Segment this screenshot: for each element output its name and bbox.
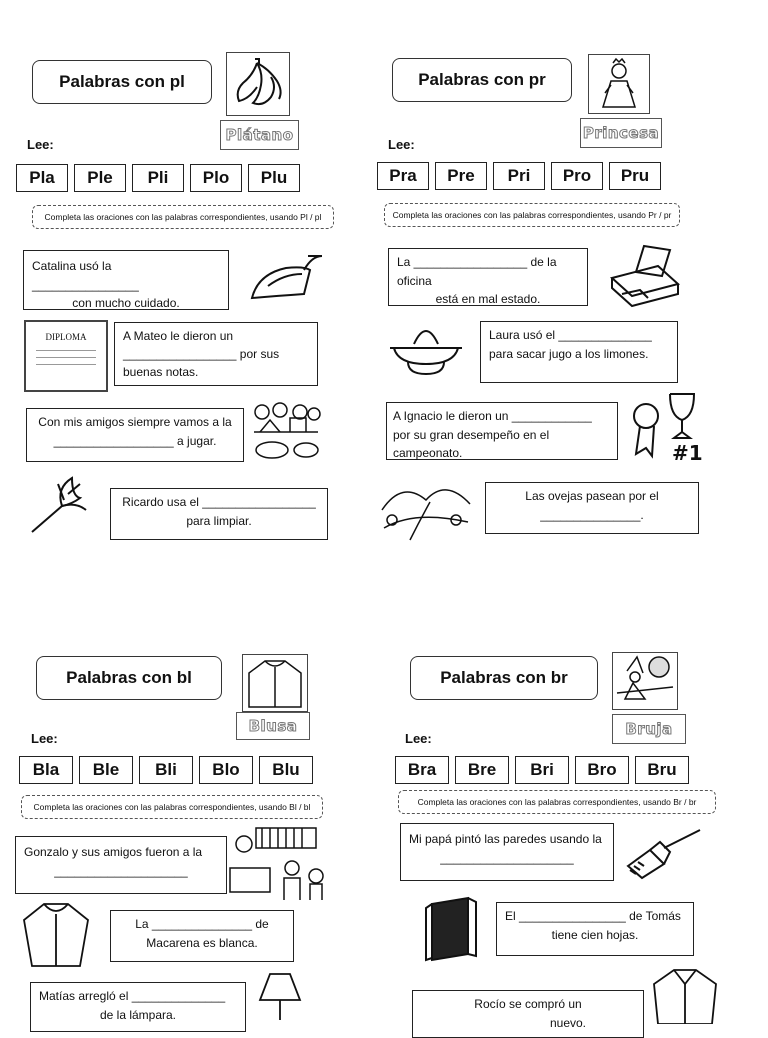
- sentence-line: de la lámpara.: [99, 1007, 177, 1022]
- syllable-blo: Blo: [199, 756, 253, 784]
- title-pr: Palabras con pr: [392, 58, 572, 102]
- witch-icon: [612, 652, 678, 710]
- sentence-line: La _______________ de: [135, 917, 269, 931]
- sentence-line: por su gran desempeño en el campeonato.: [393, 427, 550, 461]
- syllable-bra: Bra: [395, 756, 449, 784]
- sentence-line: Las ovejas pasean por el: [525, 489, 659, 503]
- playground-icon: [250, 402, 322, 464]
- sentence-line: tiene cien hojas.: [551, 927, 639, 942]
- instruction-bl: Completa las oraciones con las palabras correspondientes, usando Bl / bl: [21, 795, 323, 819]
- sentence-line: Ricardo usa el _________________: [122, 495, 316, 509]
- syllable-blu: Blu: [259, 756, 313, 784]
- sentence-line: La _________________ de la oficina: [397, 255, 557, 288]
- sentence-line: Macarena es blanca.: [146, 935, 258, 950]
- printer-icon: [606, 240, 686, 308]
- sentence-box-3: [26, 408, 244, 462]
- lee-label: Lee:: [405, 731, 432, 746]
- word-princesa: Princesa: [580, 118, 662, 148]
- syllable-bru: Bru: [635, 756, 689, 784]
- title-pl: Palabras con pl: [32, 60, 212, 104]
- sentence-line: Mi papá pintó las paredes usando la: [409, 832, 602, 846]
- sentence-box-2: [496, 902, 694, 956]
- sentence-line: A Ignacio le dieron un ____________: [393, 409, 592, 423]
- syllable-pru: Pru: [609, 162, 661, 190]
- sentence-box-2: [480, 321, 678, 383]
- jacket-icon: [648, 966, 722, 1024]
- word-bruja: Bruja: [612, 714, 686, 744]
- paintbrush-icon: [624, 824, 708, 880]
- syllable-pre: Pre: [435, 162, 487, 190]
- sentence-box-4: [110, 488, 328, 540]
- syllable-bla: Bla: [19, 756, 73, 784]
- lee-label: Lee:: [27, 137, 54, 152]
- syllable-plu: Plu: [248, 164, 300, 192]
- sentence-line: está en mal estado.: [435, 292, 541, 307]
- sentence-line: para sacar jugo a los limones.: [489, 346, 649, 361]
- sentence-box-4: [485, 482, 699, 534]
- syllable-bro: Bro: [575, 756, 629, 784]
- title-br: Palabras con br: [410, 656, 598, 700]
- sentence-line: _______________.: [540, 507, 644, 522]
- juicer-icon: [386, 322, 466, 378]
- lamp-icon: [258, 970, 302, 1024]
- library-icon: [226, 824, 330, 902]
- princess-icon: [588, 54, 650, 114]
- syllable-bri: Bri: [515, 756, 569, 784]
- syllable-ple: Ple: [74, 164, 126, 192]
- sentence-box-3: [412, 990, 644, 1038]
- sentence-box-2: [110, 910, 294, 962]
- instruction-pr: Completa las oraciones con las palabras correspondientes, usando Pr / pr: [384, 203, 680, 227]
- syllable-pra: Pra: [377, 162, 429, 190]
- sentence-line: nuevo.: [549, 1015, 587, 1030]
- syllable-plo: Plo: [190, 164, 242, 192]
- sentence-line: para limpiar.: [186, 513, 252, 528]
- sentence-line: A Mateo le dieron un: [123, 329, 234, 343]
- banana-icon: [226, 52, 290, 116]
- sentence-box-1: [15, 836, 227, 894]
- hills-icon: [380, 470, 472, 542]
- blouse-icon: [242, 654, 308, 712]
- sentence-line: buenas notas.: [123, 365, 199, 379]
- sentence-line: Laura usó el ______________: [489, 328, 652, 342]
- sentence-box-1: [23, 250, 229, 310]
- diploma-icon: [24, 320, 108, 392]
- lee-label: Lee:: [388, 137, 415, 152]
- sentence-line: con mucho cuidado.: [72, 296, 180, 311]
- word-platano: Plátano: [220, 120, 299, 150]
- word-blusa: Blusa: [236, 712, 310, 740]
- feather-duster-icon: [28, 474, 90, 538]
- syllable-pro: Pro: [551, 162, 603, 190]
- book-icon: [420, 894, 482, 962]
- sentence-line: Rocío se compró un: [474, 997, 582, 1011]
- syllable-pli: Pli: [132, 164, 184, 192]
- svg-text:#1: #1: [672, 441, 703, 464]
- instruction-pl: Completa las oraciones con las palabras correspondientes, usando Pl / pl: [32, 205, 334, 229]
- trophy-icon: [626, 388, 704, 464]
- sentence-line: Catalina usó la ________________: [32, 259, 139, 292]
- syllable-ble: Ble: [79, 756, 133, 784]
- diploma-label: DIPLOMA: [45, 332, 87, 342]
- instruction-br: Completa las oraciones con las palabras correspondientes, usando Br / br: [398, 790, 716, 814]
- sentence-line: ____________________: [54, 863, 188, 878]
- title-bl: Palabras con bl: [36, 656, 222, 700]
- sentence-line: Matías arregló el ______________: [39, 989, 226, 1003]
- sentence-line: Con mis amigos siempre vamos a la: [38, 415, 232, 429]
- sentence-box-3: [30, 982, 246, 1032]
- syllable-bli: Bli: [139, 756, 193, 784]
- blouse-drawing-icon: [18, 900, 94, 972]
- sentence-line: El ________________ de Tomás: [505, 909, 681, 923]
- sentence-line: ____________________: [440, 850, 574, 865]
- sentence-box-1: [388, 248, 588, 306]
- sentence-box-3: [386, 402, 618, 460]
- iron-icon: [248, 246, 326, 308]
- lee-label: Lee:: [31, 731, 58, 746]
- sentence-line: Gonzalo y sus amigos fueron a la: [24, 845, 203, 859]
- sentence-line: __________________ a jugar.: [53, 433, 217, 448]
- syllable-bre: Bre: [455, 756, 509, 784]
- sentence-box-2: [114, 322, 318, 386]
- sentence-line: _________________ por sus: [123, 347, 280, 361]
- sentence-box-1: [400, 823, 614, 881]
- syllable-pri: Pri: [493, 162, 545, 190]
- syllable-pla: Pla: [16, 164, 68, 192]
